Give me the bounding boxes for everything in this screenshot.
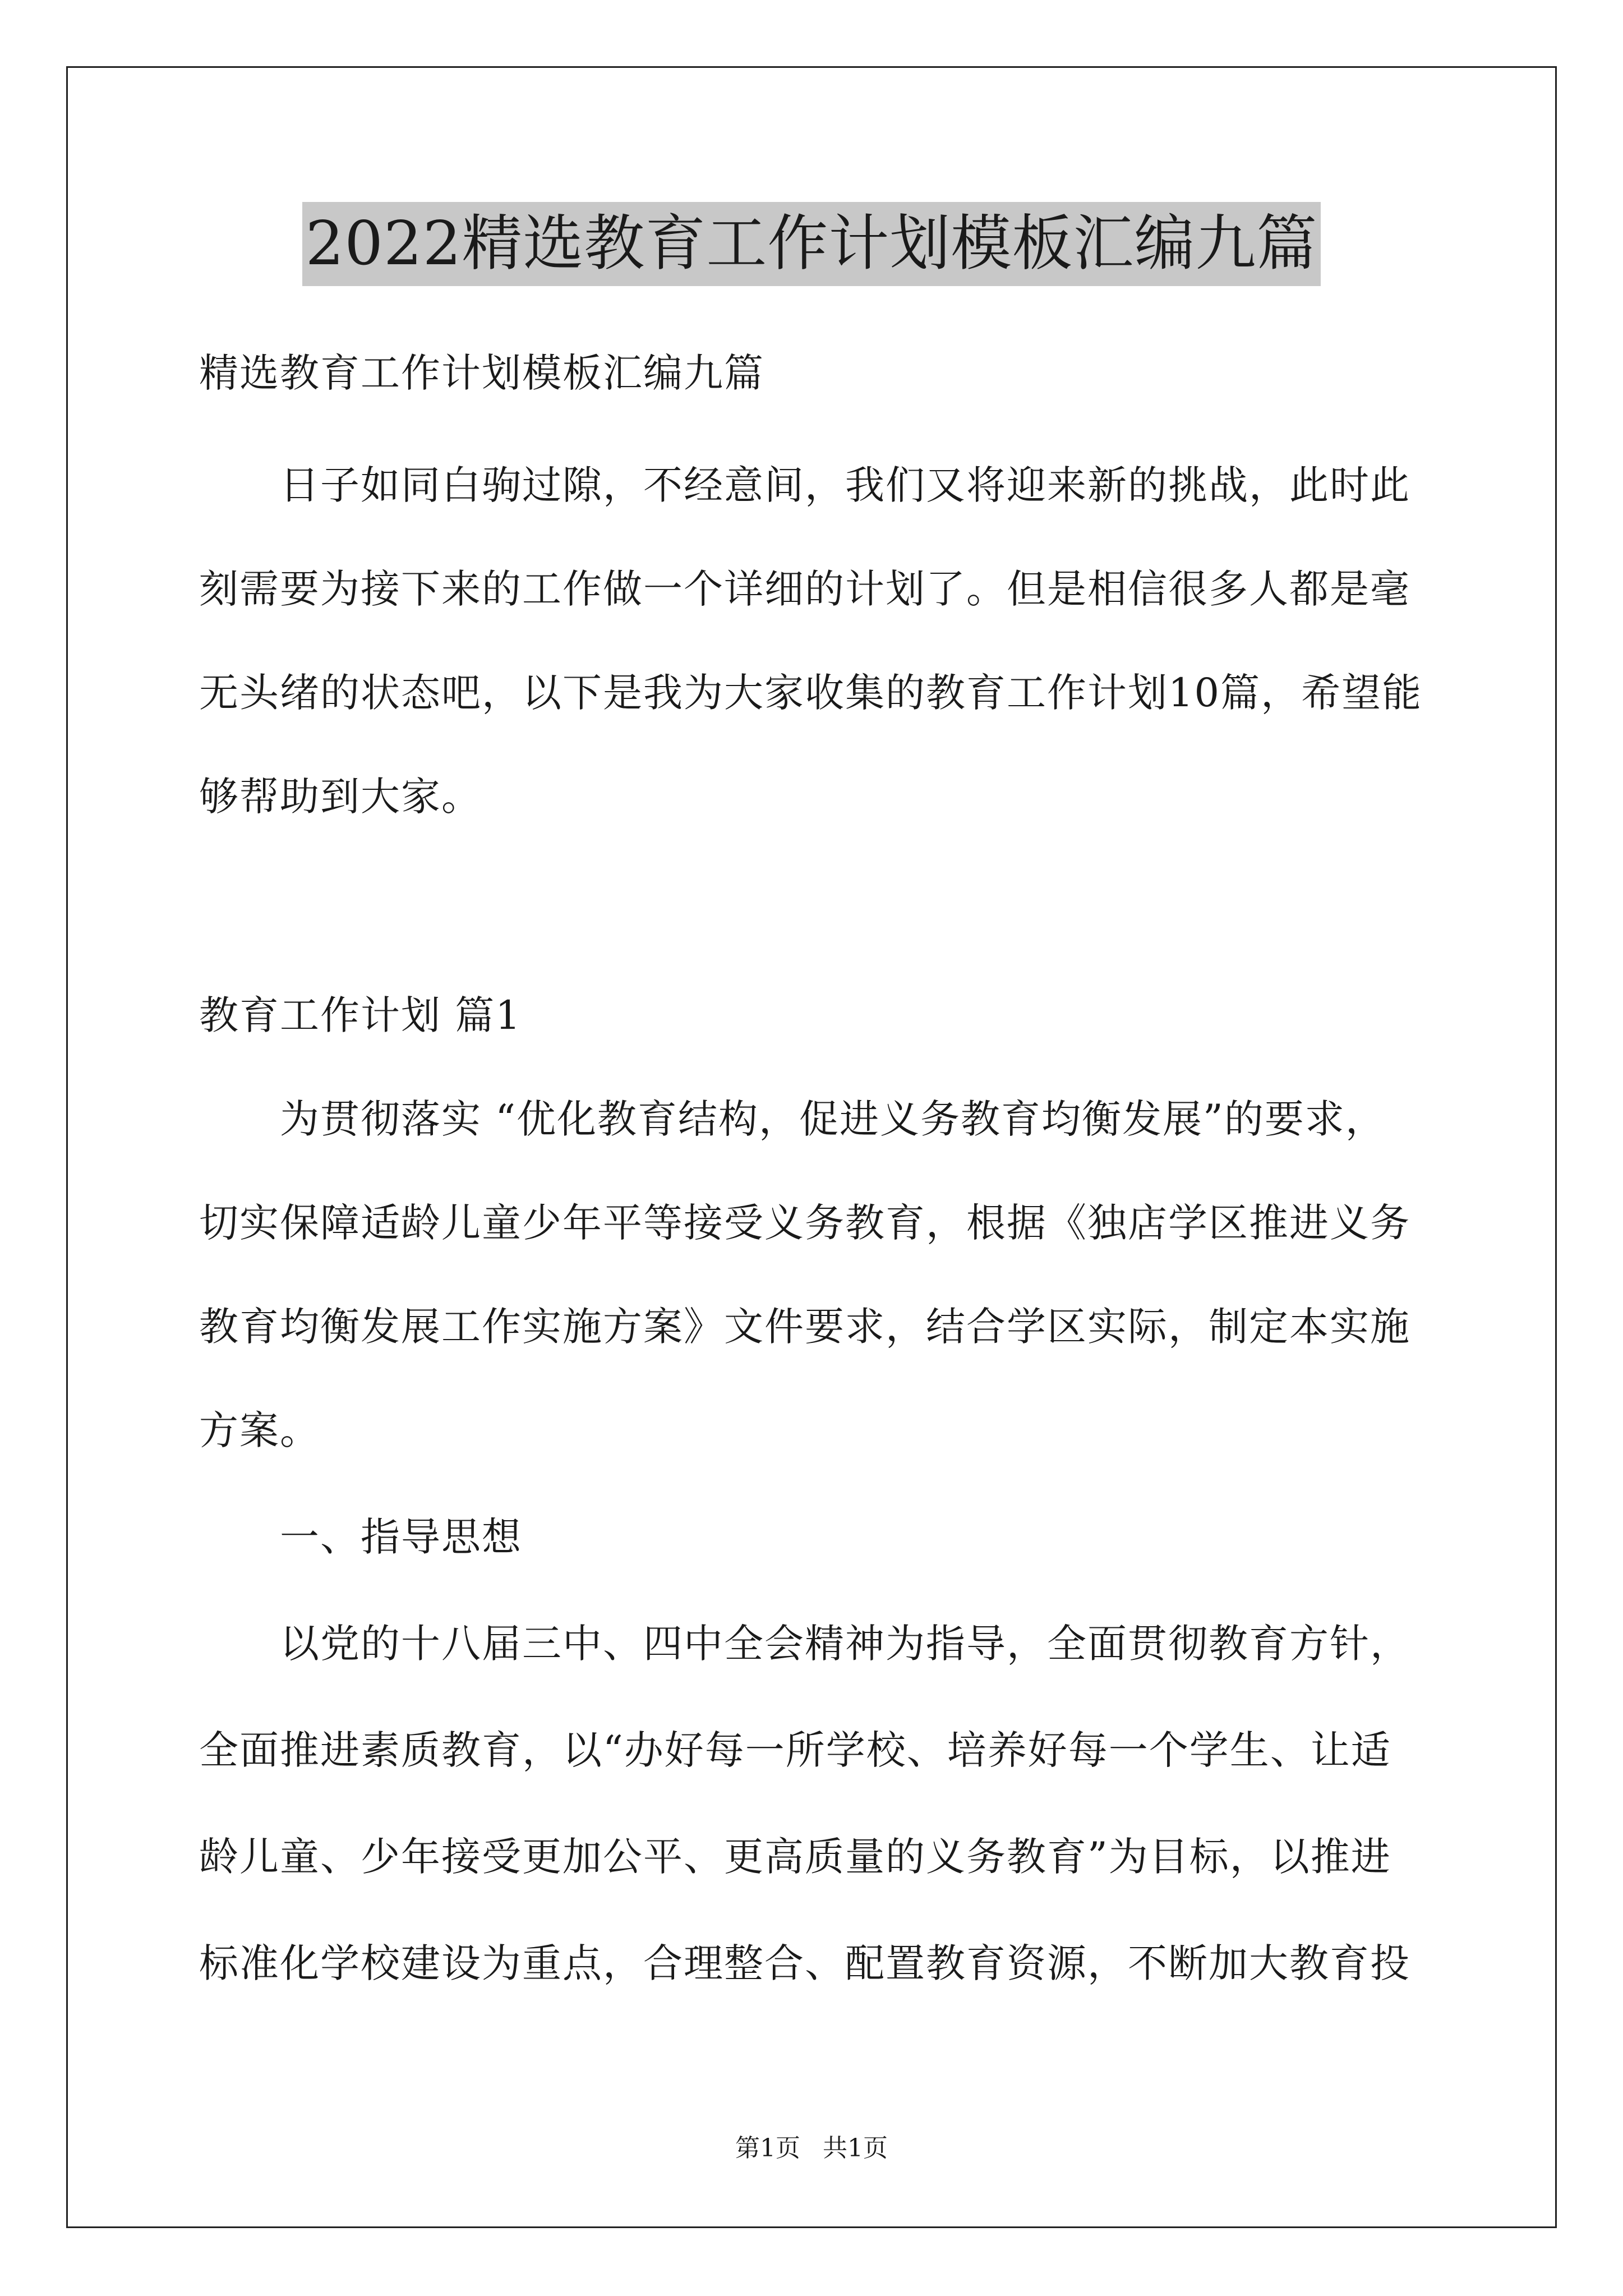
page-total: 共1页	[823, 2134, 888, 2162]
subsection-heading: 一、指导思想	[199, 1514, 522, 1560]
paragraph-line: 日子如同白驹过隙，不经意间，我们又将迎来新的挑战，此时此	[199, 462, 1410, 508]
paragraph-line: 刻需要为接下来的工作做一个详细的计划了。但是相信很多人都是毫	[199, 566, 1410, 612]
subtitle-line: 精选教育工作计划模板汇编九篇	[199, 350, 764, 396]
paragraph-line: 标准化学校建设为重点，合理整合、配置教育资源，不断加大教育投	[199, 1940, 1410, 1986]
paragraph-line: 龄儿童、少年接受更加公平、更高质量的义务教育”为目标，以推进	[199, 1834, 1391, 1880]
paragraph-line: 为贯彻落实 “优化教育结构，促进义务教育均衡发展”的要求，	[199, 1096, 1386, 1142]
paragraph-line: 以党的十八届三中、四中全会精神为指导，全面贯彻教育方针，	[199, 1621, 1410, 1667]
document-title: 2022精选教育工作计划模板汇编九篇	[302, 202, 1321, 286]
paragraph-line: 教育均衡发展工作实施方案》文件要求，结合学区实际，制定本实施	[199, 1304, 1410, 1350]
paragraph-line: 方案。	[199, 1407, 320, 1453]
title-container	[0, 202, 1623, 286]
paragraph-line: 够帮助到大家。	[199, 774, 482, 820]
page-number: 第1页	[735, 2134, 800, 2162]
paragraph-line: 无头绪的状态吧，以下是我为大家收集的教育工作计划10篇，希望能	[199, 670, 1423, 716]
page-footer	[0, 2132, 1623, 2165]
section-heading: 教育工作计划 篇1	[199, 992, 522, 1038]
paragraph-line: 全面推进素质教育，以“办好每一所学校、培养好每一个学生、让适	[199, 1727, 1391, 1773]
paragraph-line: 切实保障适龄儿童少年平等接受义务教育，根据《独店学区推进义务	[199, 1200, 1410, 1246]
